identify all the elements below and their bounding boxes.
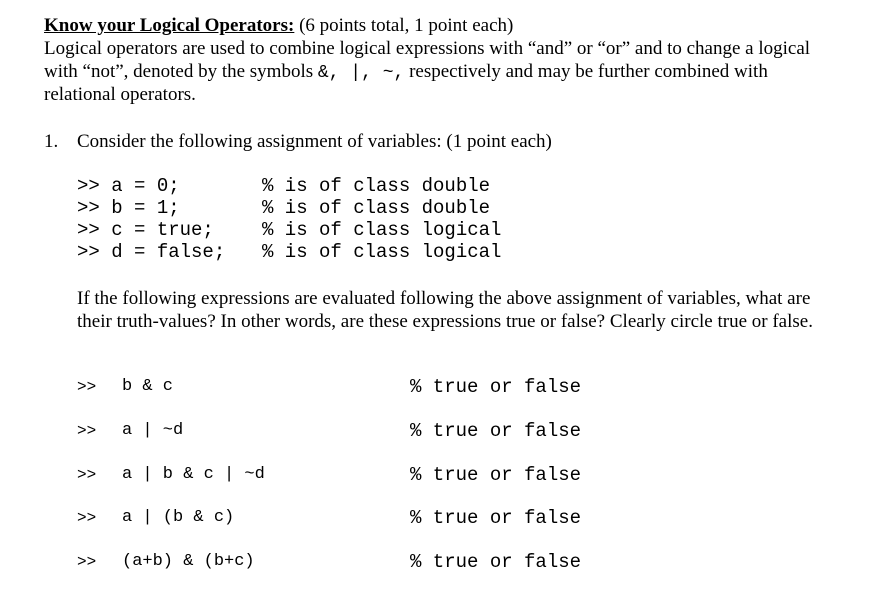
intro-line-1: Logical operators are used to combine logical expressions with “and” or “or” and to change a logical <box>44 38 811 59</box>
expression-answer: % true or false <box>410 420 582 442</box>
expression-answer: % true or false <box>410 551 582 573</box>
assignment-comment: % is of class double <box>262 197 491 219</box>
intro-line-2-pre: with “not”, denoted by the symbols <box>44 61 318 82</box>
intro-line-2 <box>44 60 768 84</box>
expression-prompt: >> <box>77 466 97 484</box>
expression-answer: % true or false <box>410 464 582 486</box>
assignment-code: >> b = 1; <box>77 197 180 219</box>
instructions-line-2: their truth-values? In other words, are these expressions true or false? Clearly circle true or false. <box>77 311 813 332</box>
expression-text: b & c <box>122 377 174 396</box>
assignment-comment: % is of class double <box>262 175 491 197</box>
expression-prompt: >> <box>77 509 97 527</box>
expression-answer: % true or false <box>410 507 582 529</box>
heading-points: (6 points total, 1 point each) <box>294 15 514 36</box>
operator-symbols: &, |, ~, <box>317 63 405 83</box>
expression-text: a | b & c | ~d <box>122 465 265 484</box>
question-text: Consider the following assignment of variables: (1 point each) <box>77 131 552 152</box>
heading <box>44 14 513 37</box>
heading-title: Know your Logical Operators: <box>44 15 295 36</box>
expression-text: (a+b) & (b+c) <box>122 552 255 571</box>
assignment-code: >> d = false; <box>77 241 226 263</box>
question-number: 1. <box>44 131 59 152</box>
intro-line-2-post: respectively and may be further combined with <box>404 61 768 82</box>
assignment-comment: % is of class logical <box>262 241 502 263</box>
assignment-comment: % is of class logical <box>262 219 502 241</box>
instructions-line-1: If the following expressions are evaluated following the above assignment of variables, what are <box>77 288 811 309</box>
expression-prompt: >> <box>77 378 97 396</box>
assignment-code: >> a = 0; <box>77 175 180 197</box>
expression-prompt: >> <box>77 553 97 571</box>
intro-line-3: relational operators. <box>44 84 196 105</box>
expression-answer: % true or false <box>410 376 582 398</box>
assignment-code: >> c = true; <box>77 219 214 241</box>
expression-prompt: >> <box>77 422 97 440</box>
expression-text: a | ~d <box>122 421 184 440</box>
expression-text: a | (b & c) <box>122 508 235 527</box>
